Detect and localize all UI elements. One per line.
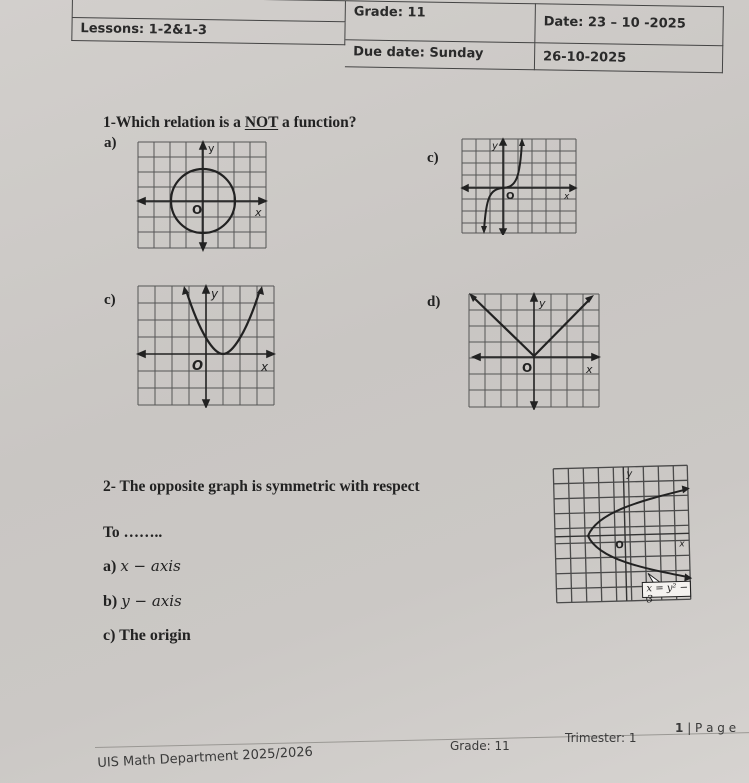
answer-a-text: x − axis [120, 557, 181, 575]
answer-b-text: y − axis [121, 592, 182, 610]
svg-text:y: y [492, 141, 498, 152]
option-c2-label: c) [104, 292, 116, 308]
option-a-label: a) [104, 135, 117, 151]
footer-page [675, 721, 736, 735]
svg-text:y: y [211, 287, 219, 301]
svg-text:x: x [564, 192, 570, 202]
circle-graph-icon [136, 140, 268, 252]
svg-text:O: O [615, 539, 624, 552]
page-label: | P a g e [687, 721, 737, 735]
parabola-graph-icon [136, 284, 276, 408]
question-1-suffix: a function? [278, 114, 357, 131]
svg-text:x: x [261, 360, 269, 374]
svg-text:y: y [208, 142, 215, 155]
answer-c-text: The origin [119, 627, 191, 644]
due-date-value: 26-10-2025 [542, 49, 627, 66]
absolute-value-graph-icon [467, 292, 601, 410]
answer-option-b[interactable] [103, 592, 182, 611]
svg-text:O: O [522, 361, 533, 375]
answer-c-label: c) [103, 627, 116, 644]
due-date-label-cell [345, 40, 535, 70]
question-2-continuation: To …….. [103, 524, 163, 541]
due-date-label: Due date: Sunday [353, 44, 484, 62]
answer-b-label: b) [103, 593, 118, 610]
question-1-text [103, 114, 357, 132]
grade-cell [345, 0, 536, 43]
lessons-text: Lessons: 1-2&1-3 [80, 21, 208, 39]
svg-text:O: O [506, 191, 515, 202]
svg-text:x: x [586, 363, 593, 376]
question-1-prefix: 1-Which relation is a [103, 114, 245, 131]
cubic-graph-icon [460, 137, 578, 235]
answer-option-c[interactable] [103, 627, 191, 645]
page-number: 1 [675, 721, 684, 735]
footer-divider [95, 732, 749, 748]
graph-parabola[interactable] [136, 284, 276, 408]
svg-text:x: x [255, 206, 262, 219]
option-d-label: d) [427, 294, 441, 310]
graph-circle[interactable] [136, 140, 268, 252]
svg-text:y: y [626, 468, 633, 480]
option-c1-label: c) [427, 150, 439, 166]
grade-text: Grade: 11 [353, 4, 426, 21]
header-table [71, 0, 724, 74]
svg-text:y: y [539, 297, 546, 310]
footer-trimester: Trimester: 1 [565, 731, 637, 745]
due-date-value-cell [535, 43, 723, 73]
answer-a-label: a) [103, 558, 117, 575]
question-2-text: 2- The opposite graph is symmetric with respect [103, 478, 420, 495]
svg-text:O: O [192, 203, 203, 217]
svg-text:O: O [192, 359, 204, 374]
footer-grade: Grade: 11 [450, 739, 510, 753]
graph-absolute-value[interactable] [467, 292, 601, 410]
equation-label: x = y² − 3 [646, 582, 689, 606]
graph-cubic[interactable] [460, 137, 578, 235]
graph-sideways-parabola [551, 463, 695, 605]
svg-text:x: x [679, 539, 685, 550]
question-1-emphasis: NOT [244, 114, 279, 131]
date-text: Date: 23 – 10 -2025 [543, 14, 686, 32]
date-cell [535, 3, 724, 46]
answer-option-a[interactable] [103, 557, 181, 576]
footer-department: UIS Math Department 2025/2026 [97, 744, 314, 771]
lessons-cell [71, 18, 345, 45]
